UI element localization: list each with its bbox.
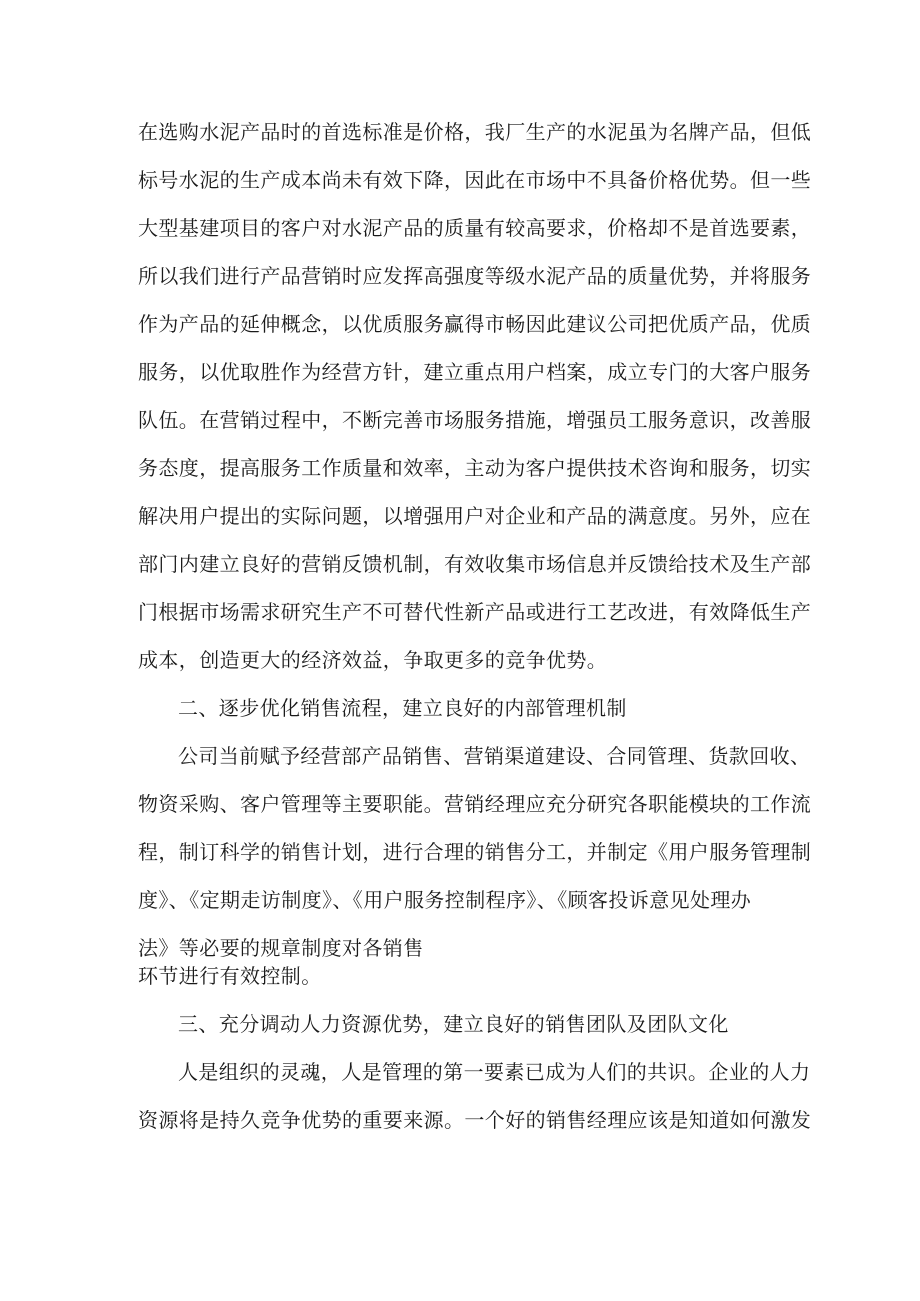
body-line: 务态度，提高服务工作质量和效率，主动为客户提供技术咨询和服务，切实 [138,456,812,480]
body-line: 成本，创造更大的经济效益，争取更多的竞争优势。 [138,648,608,672]
body-line: 部门内建立良好的营销反馈机制，有效收集市场信息并反馈给技术及生产部 [138,552,812,576]
body-line: 法》等必要的规章制度对各销售 [138,936,424,960]
body-line: 资源将是持久竞争优势的重要来源。一个好的销售经理应该是知道如何激发 [138,1108,812,1132]
body-line: 在选购水泥产品时的首选标准是价格，我厂生产的水泥虽为名牌产品，但低 [138,120,812,144]
body-line: 服务，以优取胜作为经营方针，建立重点用户档案，成立专门的大客户服务 [138,360,812,384]
body-line: 程，制订科学的销售计划，进行合理的销售分工，并制定《用户服务管理制 [138,840,812,864]
body-line: 物资采购、客户管理等主要职能。营销经理应充分研究各职能模块的工作流 [138,792,812,816]
body-line: 门根据市场需求研究生产不可替代性新产品或进行工艺改进，有效降低生产 [138,600,812,624]
body-line: 队伍。在营销过程中，不断完善市场服务措施，增强员工服务意识，改善服 [138,408,812,432]
body-line: 大型基建项目的客户对水泥产品的质量有较高要求，价格却不是首选要素， [138,216,812,240]
body-line: 解决用户提出的实际问题，以增强用户对企业和产品的满意度。另外，应在 [138,504,812,528]
body-line: 人是组织的灵魂，人是管理的第一要素已成为人们的共识。企业的人力 [178,1060,811,1084]
body-line: 所以我们进行产品营销时应发挥高强度等级水泥产品的质量优势，并将服务 [138,264,812,288]
body-line: 度》、《定期走访制度》、《用户服务控制程序》、《顾客投诉意见处理办 [138,888,752,912]
body-line: 环节进行有效控制。 [138,964,322,988]
body-line: 公司当前赋予经营部产品销售、营销渠道建设、合同管理、货款回收、 [178,744,811,768]
body-line: 作为产品的延伸概念，以优质服务赢得市畅因此建议公司把优质产品，优质 [138,312,812,336]
section-heading-3: 三、充分调动人力资源优势，建立良好的销售团队及团队文化 [178,1012,729,1036]
section-heading-2: 二、逐步优化销售流程，建立良好的内部管理机制 [178,696,627,720]
body-line: 标号水泥的生产成本尚未有效下降，因此在市场中不具备价格优势。但一些 [138,168,812,192]
